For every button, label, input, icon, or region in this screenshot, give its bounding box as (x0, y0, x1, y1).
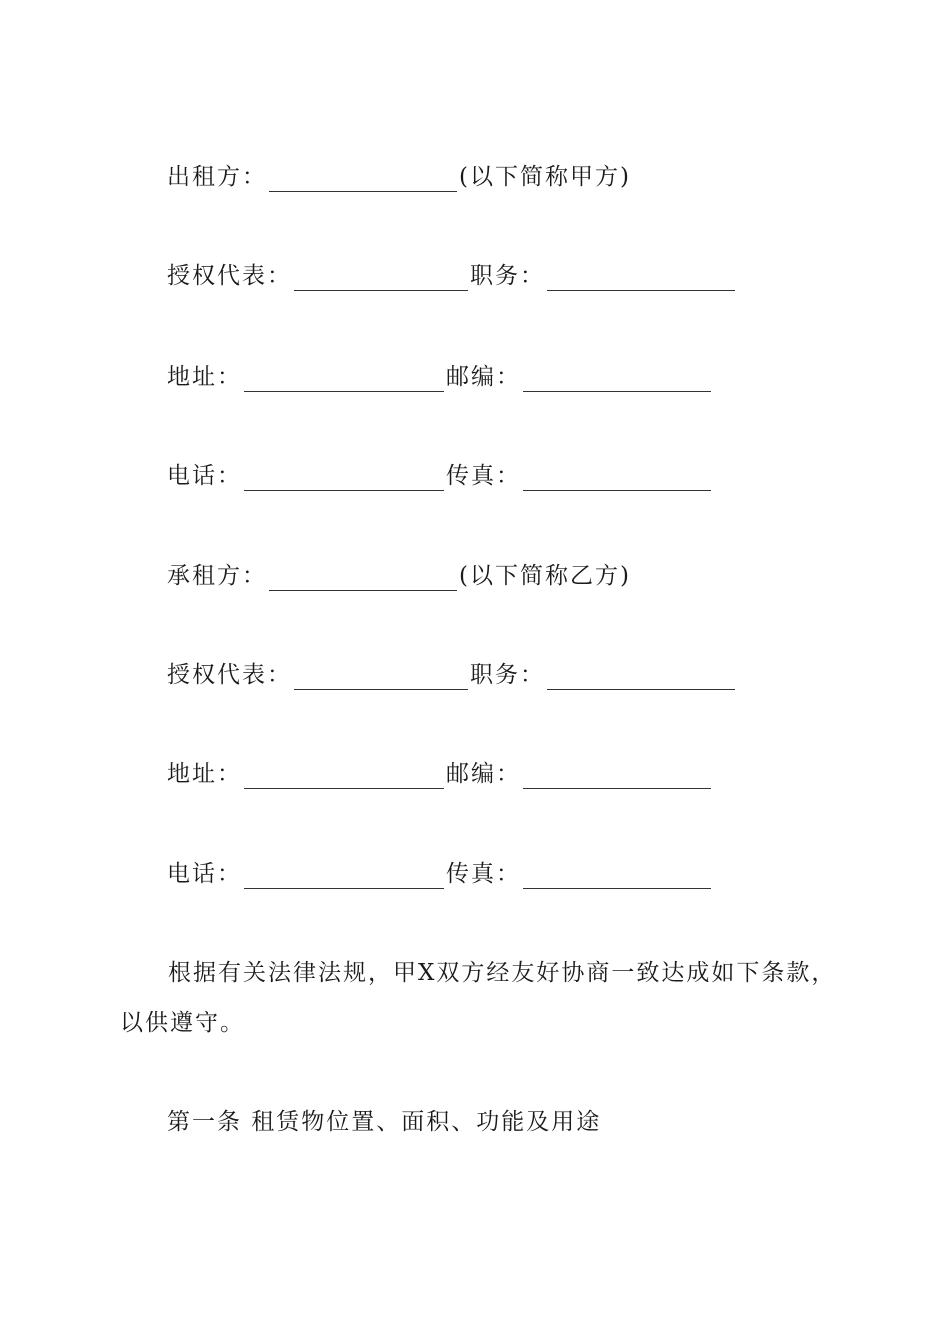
lessor-postcode-blank[interactable] (523, 369, 711, 392)
lessor-line (167, 162, 631, 192)
lessee-postcode-blank[interactable] (523, 766, 711, 789)
lessee-phone-label: 电话： (167, 861, 242, 887)
lessee-label: 承租方： (167, 563, 267, 589)
lessee-rep-label: 授权代表： (167, 662, 292, 688)
lessor-rep-blank[interactable] (294, 268, 468, 291)
lessor-suffix: (以下简称甲方) (459, 164, 631, 190)
lessor-phone-blank[interactable] (244, 468, 444, 491)
lessee-address-label: 地址： (167, 761, 242, 787)
lessee-fax-label: 传真： (446, 861, 521, 887)
lessee-title-label: 职务： (470, 662, 545, 688)
lessee-address-line (167, 759, 713, 789)
intro-line-2: 以供遵守。 (120, 1010, 245, 1036)
lessee-address-blank[interactable] (244, 766, 444, 789)
intro-line-1: 根据有关法律法规，甲X双方经友好协商一致达成如下条款， (168, 960, 837, 986)
lessee-fax-blank[interactable] (523, 866, 711, 889)
lessee-suffix: (以下简称乙方) (459, 563, 631, 589)
lessor-address-blank[interactable] (244, 369, 444, 392)
article-1-heading: 第一条 租赁物位置、面积、功能及用途 (167, 1109, 602, 1135)
lessor-phone-line (167, 461, 713, 491)
lessee-phone-line (167, 859, 713, 889)
lessee-rep-line (167, 660, 737, 690)
lessor-address-label: 地址： (167, 364, 242, 390)
lessor-address-line (167, 362, 713, 392)
lessee-title-blank[interactable] (547, 667, 735, 690)
lessee-postcode-label: 邮编： (446, 761, 521, 787)
lessor-fax-label: 传真： (446, 463, 521, 489)
lessor-fax-blank[interactable] (523, 468, 711, 491)
lessor-rep-line (167, 261, 737, 291)
lessee-phone-blank[interactable] (244, 866, 444, 889)
lessor-postcode-label: 邮编： (446, 364, 521, 390)
lessee-line (167, 561, 631, 591)
lessor-blank[interactable] (269, 169, 457, 192)
lessor-label: 出租方： (167, 164, 267, 190)
lessor-phone-label: 电话： (167, 463, 242, 489)
lessee-rep-blank[interactable] (294, 667, 468, 690)
lessor-title-blank[interactable] (547, 268, 735, 291)
lessor-title-label: 职务： (470, 263, 545, 289)
lessee-blank[interactable] (269, 568, 457, 591)
lessor-rep-label: 授权代表： (167, 263, 292, 289)
